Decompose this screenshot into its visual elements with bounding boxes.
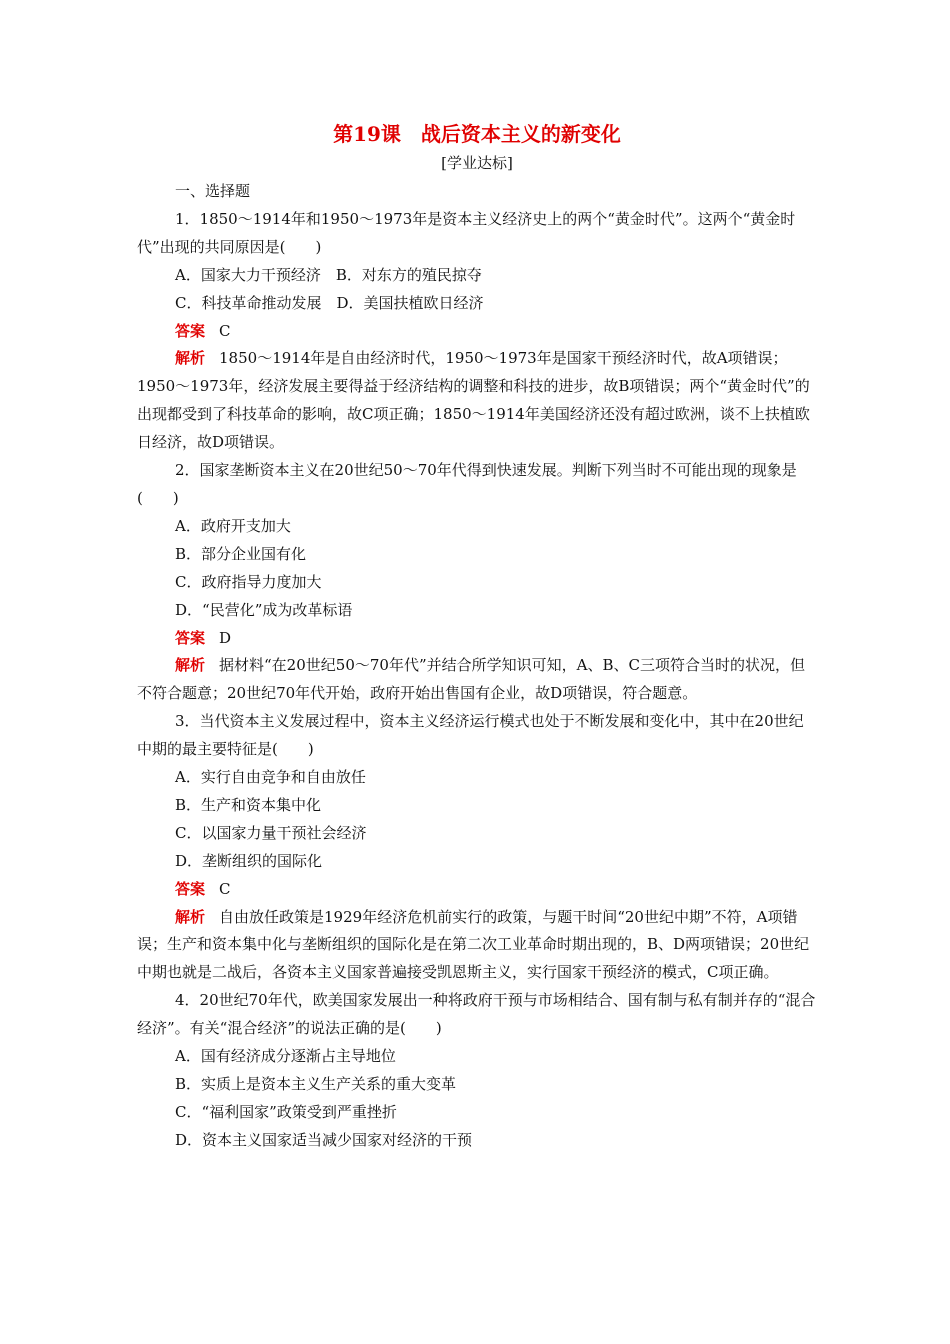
analysis-paragraph — [137, 904, 817, 988]
question-option: C．政府指导力度加大 — [175, 572, 322, 591]
question-option: A．政府开支加大 — [175, 516, 291, 535]
section-heading: 一、选择题 — [175, 182, 251, 200]
question-option: C．“福利国家”政策受到严重挫折 — [175, 1102, 397, 1121]
analysis-label: 解析 — [175, 907, 206, 926]
question-option: D．垄断组织的国际化 — [175, 851, 323, 870]
question-option: B．生产和资本集中化 — [175, 795, 322, 814]
question-stem: 3．当代资本主义发展过程中，资本主义经济运行模式也处于不断发展和变化中，其中在20世纪中期的最主要特征是( ) — [137, 712, 804, 759]
analysis-label: 解析 — [175, 349, 206, 368]
page-subtitle: [学业达标] — [441, 154, 513, 172]
question-option: B．部分企业国有化 — [175, 544, 307, 563]
question-4 — [137, 987, 817, 1154]
answer-value: D — [219, 628, 232, 647]
answer-line — [137, 876, 817, 904]
answer-line — [137, 625, 817, 653]
question-stem: 4．20世纪70年代，欧美国家发展出一种将政府干预与市场相结合、国有制与私有制并存的“混合经济”。有关“混合经济”的说法正确的是( ) — [137, 991, 816, 1038]
question-stem: 1．1850～1914年和1950～1973年是资本主义经济史上的两个“黄金时代”。这两个“黄金时代”出现的共同原因是( ) — [137, 209, 796, 256]
answer-label: 答案 — [175, 628, 206, 647]
document-page — [137, 118, 817, 1155]
answer-line — [137, 318, 817, 346]
question-2 — [137, 457, 817, 708]
question-option: D．“民营化”成为改革标语 — [175, 600, 353, 619]
question-option: D．资本主义国家适当减少国家对经济的干预 — [175, 1130, 473, 1149]
question-3 — [137, 708, 817, 987]
analysis-text: 据材料“在20世纪50～70年代”并结合所学知识可知，A、B、C三项符合当时的状况，但不符合题意；20世纪70年代开始，政府开始出售国有企业，故D项错误，符合题意。 — [137, 656, 805, 703]
question-option: C．科技革命推动发展 D．美国扶植欧日经济 — [175, 293, 484, 312]
answer-value: C — [219, 879, 231, 898]
analysis-paragraph — [137, 652, 817, 708]
answer-label: 答案 — [175, 879, 206, 898]
question-option: A．国家大力干预经济 B．对东方的殖民掠夺 — [175, 265, 482, 284]
analysis-paragraph — [137, 345, 817, 457]
answer-value: C — [219, 321, 231, 340]
question-option: C．以国家力量干预社会经济 — [175, 823, 367, 842]
answer-label: 答案 — [175, 321, 206, 340]
question-option: A．实行自由竞争和自由放任 — [175, 768, 366, 787]
analysis-text: 自由放任政策是1929年经济危机前实行的政策，与题干时间“20世纪中期”不符，A项错误；生产和资本集中化与垄断组织的国际化是在第二次工业革命时期出现的，B、D两项错误；20世纪中期也就是二战后，各资本主义国家普遍接受凯恩斯主义，实行国家干预经济的模式，C项正确。 — [137, 907, 810, 982]
question-option: A．国有经济成分逐渐占主导地位 — [175, 1047, 396, 1066]
page-title: 第19课 战后资本主义的新变化 — [333, 122, 621, 146]
question-stem: 2．国家垄断资本主义在20世纪50～70年代得到快速发展。判断下列当时不可能出现的现象是( ) — [137, 461, 797, 507]
question-option: B．实质上是资本主义生产关系的重大变革 — [175, 1075, 457, 1093]
analysis-label: 解析 — [175, 656, 206, 675]
question-1 — [137, 206, 817, 457]
analysis-text: 1850～1914年是自由经济时代，1950～1973年是国家干预经济时代，故A项错误；1950～1973年，经济发展主要得益于经济结构的调整和科技的进步，故B项错误；两个“黄金时代”的出现都受到了科技革命的影响，故C项正确；1850～1914年美国经济还没有超过欧洲，谈不上扶植欧日经济，故D项错误。 — [137, 349, 810, 452]
